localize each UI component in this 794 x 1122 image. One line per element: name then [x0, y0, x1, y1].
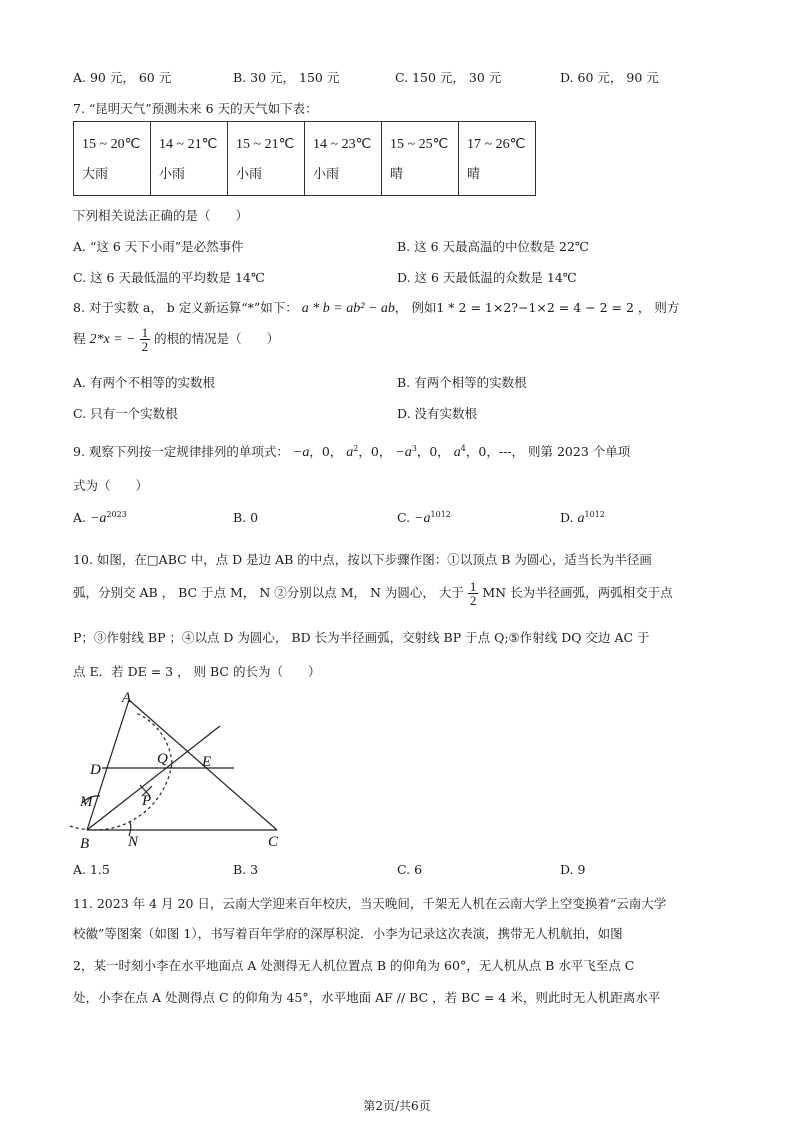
q10-option-c: C. 6	[397, 862, 423, 877]
q8-line2: 程 2*x = − $\frac{1}{2}$ 的根的情况是（ ）	[73, 325, 280, 354]
label-B: B	[80, 836, 90, 852]
q6-option-c: C. 150 元， 30 元	[395, 70, 502, 85]
q9-option-c: C. $-a^{1012}$	[397, 510, 451, 527]
q8-line1: 8. 对于实数 a， b 定义新运算“*”如下： a * b = ab² − ab， 例如1 * 2 = 1×2?−1×2 = 4 − 2 = 2 ， 则方	[73, 300, 680, 316]
q7-stem: 7. “昆明天气”预测未来 6 天的天气如下表：	[73, 101, 318, 116]
q11-line1: 11. 2023 年 4 月 20 日，云南大学迎来百年校庆，当天晚间，千架无人机在云南大学上空变换着“云南大学	[73, 896, 667, 911]
q8-option-b: B. 有两个相等的实数根	[397, 375, 527, 390]
q7-option-c: C. 这 6 天最低温的平均数是 14℃	[73, 270, 265, 285]
q6-option-b: B. 30 元， 150 元	[233, 70, 340, 85]
fraction: $\frac{1}{2}$	[469, 579, 477, 608]
q10-line3: P；③作射线 BP ；④以点 D 为圆心， BD 长为半径画弧，交射线 BP 于点 Q;⑤作射线 DQ 交边 AC 于	[73, 630, 650, 645]
triangle-construction-figure	[62, 688, 292, 853]
q10-line4: 点 E．若 DE = 3 ， 则 BC 的长为（ ）	[73, 664, 321, 679]
label-A: A	[122, 690, 132, 706]
q8-option-d: D. 没有实数根	[397, 406, 478, 421]
q8-option-c: C. 只有一个实数根	[73, 406, 178, 421]
label-P: P	[142, 793, 152, 809]
q6-option-d: D. 60 元， 90 元	[560, 70, 659, 85]
label-D: D	[90, 762, 101, 778]
q9-line1: 9. 观察下列按一定规律排列的单项式： −a，0， $a^2$，0， $-a^3$，0， $a^4$，0，---， 则第 2023 个单项	[73, 443, 631, 460]
q10-option-b: B. 3	[233, 862, 259, 877]
label-M: M	[80, 794, 93, 810]
weather-cell: 17 ~ 26℃ 晴	[459, 122, 536, 196]
fraction: $\frac{1}{2}$	[141, 325, 149, 354]
q7-option-b: B. 这 6 天最高温的中位数是 22℃	[397, 239, 589, 254]
q9-line2: 式为（ ）	[73, 478, 149, 493]
weather-cell: 15 ~ 21℃ 小雨	[228, 122, 305, 196]
q7-question: 下列相关说法正确的是（ ）	[73, 208, 249, 223]
q11-line4: 处，小李在点 A 处测得点 C 的仰角为 45°，水平地面 AF // BC ，若 BC = 4 米，则此时无人机距离水平	[73, 990, 661, 1005]
label-C: C	[268, 834, 279, 850]
q9-option-d: D. $a^{1012}$	[560, 510, 605, 527]
q10-line1: 10. 如图，在□ABC 中，点 D 是边 AB 的中点，按以下步骤作图：①以顶点 B 为圆心，适当长为半径画	[73, 552, 652, 567]
label-Q: Q	[157, 751, 168, 767]
weather-cell: 14 ~ 23℃ 小雨	[305, 122, 382, 196]
page-footer: 第2页/共6页	[363, 1099, 431, 1113]
q10-option-a: A. 1.5	[73, 862, 110, 877]
q10-line2: 弧，分别交 AB ， BC 于点 M， N ②分别以点 M， N 为圆心， 大于 $\frac{1}{2}$ MN 长为半径画弧，两弧相交于点	[73, 579, 673, 608]
label-E: E	[202, 754, 212, 770]
weather-cell: 14 ~ 21℃ 小雨	[151, 122, 228, 196]
weather-table	[73, 121, 536, 196]
q11-line3: 2，某一时刻小李在水平地面点 A 处测得无人机位置点 B 的仰角为 60°，无人机从点 B 水平飞至点 C	[73, 958, 635, 973]
q7-option-a: A. “这 6 天下小雨”是必然事件	[73, 239, 244, 254]
label-N: N	[128, 834, 139, 850]
q9-option-a: A. $-a^{2023}$	[73, 510, 127, 527]
q8-option-a: A. 有两个不相等的实数根	[73, 375, 215, 390]
weather-cell: 15 ~ 25℃ 晴	[382, 122, 459, 196]
q7-option-d: D. 这 6 天最低温的众数是 14℃	[397, 270, 577, 285]
q10-option-d: D. 9	[560, 862, 586, 877]
q11-line2: 校徽”等图案（如图 1），书写着百年学府的深厚积淀．小李为记录这次表演，携带无人机航拍，如图	[73, 926, 623, 941]
q6-option-a: A. 90 元， 60 元	[73, 70, 172, 85]
q9-option-b: B. 0	[233, 510, 259, 525]
weather-cell: 15 ~ 20℃ 大雨	[74, 122, 151, 196]
